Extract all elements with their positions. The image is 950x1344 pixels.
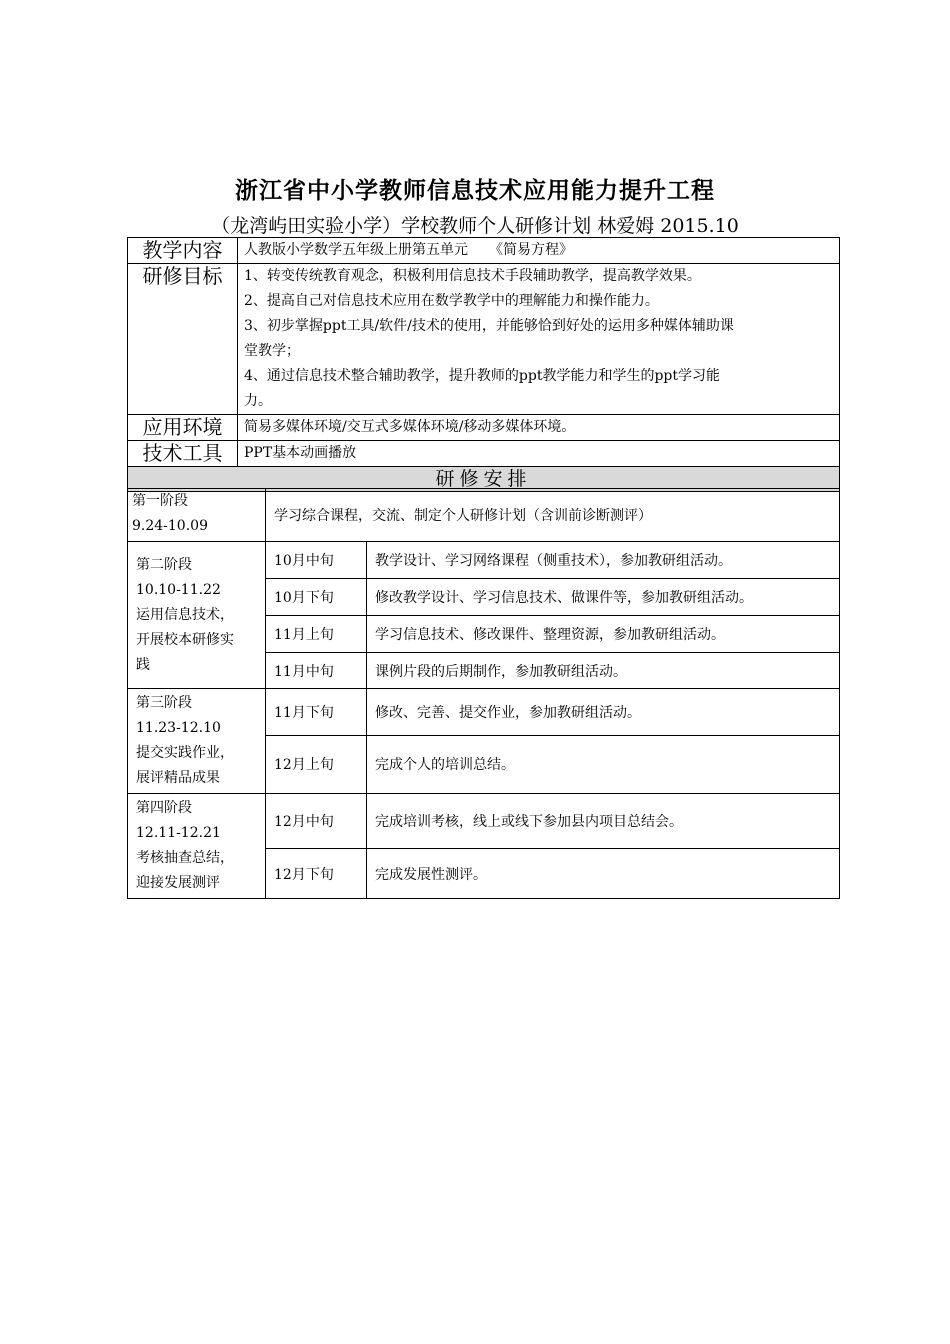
stage-line: 提交实践作业，	[136, 745, 234, 761]
task-cell: 学习信息技术、修改课件、整理资源，参加教研组活动。	[367, 616, 840, 653]
task-cell: 完成培训考核，线上或线下参加县内项目总结会。	[367, 794, 840, 849]
stage-line: 第四阶段	[136, 800, 192, 816]
environment-row	[128, 415, 840, 441]
task-cell: 完成个人的培训总结。	[367, 735, 840, 793]
stage-4-cell	[128, 794, 266, 899]
task-cell: 修改教学设计、学习信息技术、做课件等，参加教研组活动。	[367, 579, 840, 616]
month-cell: 11月下旬	[266, 689, 367, 736]
goals-value	[238, 264, 840, 415]
schedule-row	[128, 542, 840, 579]
environment-value: 简易多媒体环境/交互式多媒体环境/移动多媒体环境。	[238, 415, 840, 441]
stage-line: 运用信息技术，	[136, 606, 234, 623]
content-label: 教学内容	[128, 238, 238, 264]
stage-row	[128, 489, 840, 542]
goals-row	[128, 264, 840, 415]
stage-line: 考核抽查总结，	[136, 850, 234, 866]
goal-line: 1、转变传统教育观念，积极利用信息技术手段辅助教学，提高教学效果。	[244, 268, 701, 284]
schedule-header: 研修安排	[128, 467, 840, 492]
document-subtitle: （龙湾屿田实验小学）学校教师个人研修计划 林爱姆 2015.10	[211, 215, 739, 237]
stage-2-cell	[128, 542, 266, 689]
stage-line: 第二阶段	[136, 556, 192, 573]
schedule-table	[127, 488, 840, 899]
goals-label: 研修目标	[128, 264, 238, 415]
task-cell: 课例片段的后期制作，参加教研组活动。	[367, 653, 840, 689]
goal-line: 力。	[244, 393, 272, 409]
month-cell: 12月上旬	[266, 735, 367, 793]
month-cell: 11月上旬	[266, 616, 367, 653]
stage-line: 9.24-10.09	[132, 518, 208, 534]
task-cell: 完成发展性测评。	[367, 849, 840, 899]
goal-line: 堂教学；	[244, 343, 300, 359]
environment-label: 应用环境	[128, 415, 238, 441]
goal-line: 3、初步掌握ppt工具/软件/技术的使用，并能够恰到好处的运用多种媒体辅助课	[244, 318, 734, 334]
stage-1-task: 学习综合课程，交流、制定个人研修计划（含训前诊断测评）	[266, 489, 840, 542]
month-cell: 12月下旬	[266, 849, 367, 899]
content-row	[128, 238, 840, 264]
goal-line: 2、提高自己对信息技术应用在数学教学中的理解能力和操作能力。	[244, 293, 659, 309]
stage-line: 10.10-11.22	[136, 581, 221, 598]
stage-line: 11.23-12.10	[136, 720, 221, 736]
month-cell: 12月中旬	[266, 794, 367, 849]
stage-line: 开展校本研修实	[136, 631, 234, 648]
stage-line: 践	[136, 656, 150, 673]
month-cell: 11月中旬	[266, 653, 367, 689]
schedule-row	[128, 689, 840, 736]
schedule-row	[128, 794, 840, 849]
content-value: 人教版小学数学五年级上册第五单元 《简易方程》	[238, 238, 840, 264]
stage-line: 12.11-12.21	[136, 825, 221, 841]
stage-1-cell	[128, 489, 266, 542]
stage-3-cell	[128, 689, 266, 794]
info-table	[127, 237, 840, 492]
tools-value: PPT基本动画播放	[238, 441, 840, 467]
tools-label: 技术工具	[128, 441, 238, 467]
stage-line: 迎接发展测评	[136, 875, 220, 891]
stage-line: 第三阶段	[136, 695, 192, 711]
stage-line: 第一阶段	[132, 493, 188, 509]
month-cell: 10月下旬	[266, 579, 367, 616]
stage-line: 展评精品成果	[136, 770, 220, 786]
task-cell: 教学设计、学习网络课程（侧重技术），参加教研组活动。	[367, 542, 840, 579]
document-title: 浙江省中小学教师信息技术应用能力提升工程	[235, 177, 715, 204]
tools-row	[128, 441, 840, 467]
month-cell: 10月中旬	[266, 542, 367, 579]
goal-line: 4、通过信息技术整合辅助教学，提升教师的ppt教学能力和学生的ppt学习能	[244, 368, 721, 384]
task-cell: 修改、完善、提交作业，参加教研组活动。	[367, 689, 840, 736]
